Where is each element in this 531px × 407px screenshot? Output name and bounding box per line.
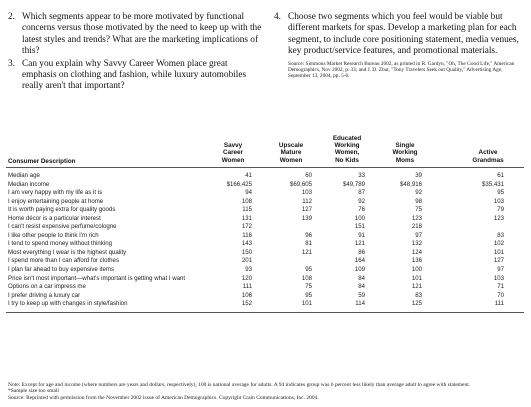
table-cell: 100 — [411, 266, 422, 274]
question-number: 2. — [8, 12, 15, 22]
table-cell: 97 — [497, 266, 504, 274]
question-number: 4. — [274, 12, 281, 22]
table-row — [8, 275, 524, 284]
table-cell: 103 — [493, 274, 504, 282]
table-cell: 111 — [494, 300, 504, 308]
table-row — [8, 249, 524, 258]
table-cell: 91 — [358, 231, 365, 239]
table-row — [8, 292, 524, 301]
question-number: 3. — [8, 58, 15, 69]
row-label: Home décor is a particular interest — [8, 214, 101, 222]
questions-left — [8, 12, 262, 94]
column-header: Active Grandmas — [472, 149, 504, 164]
table-cell: 114 — [355, 300, 365, 308]
table-cell: 139 — [301, 214, 312, 222]
question-list-right — [274, 12, 524, 58]
table-row — [8, 172, 524, 181]
table-cell: 95 — [305, 266, 312, 274]
question-text: Can you explain why Savvy Career Women place great emphasis on clothing and fashion, while luxury automobiles really aren't that important? — [22, 58, 247, 92]
row-label: I try to keep up with changes in style/fashion — [8, 300, 128, 308]
table-cell: 151 — [354, 223, 365, 231]
row-label: I like other people to think I'm rich — [8, 231, 99, 239]
table-cell: 84 — [358, 274, 365, 282]
table-cell: 201 — [241, 257, 252, 265]
table-cell: $35,431 — [481, 180, 504, 188]
table-cell: $49,789 — [342, 180, 365, 188]
row-label: I am very happy with my life as it is — [8, 189, 103, 197]
data-table-body — [8, 172, 524, 309]
table-row — [8, 223, 524, 232]
table-cell: 125 — [411, 300, 422, 308]
table-row — [8, 257, 524, 266]
table-cell: 101 — [493, 248, 504, 256]
table-cell: 143 — [241, 240, 252, 248]
table-cell: 95 — [497, 189, 504, 197]
table-cell: 70 — [497, 291, 504, 299]
table-cell: 101 — [301, 300, 312, 308]
table-cell: 132 — [411, 240, 422, 248]
note-line: Source: Reprinted with permission from the November 2002 issue of American Demographics. Copyright Crain Communications, Inc. 2004. — [8, 394, 319, 401]
consumer-description-header: Consumer Description — [8, 158, 76, 165]
table-cell: 96 — [305, 231, 312, 239]
table-cell: 150 — [241, 248, 252, 256]
table-cell: 94 — [245, 189, 252, 197]
table-row — [8, 266, 524, 275]
table-cell: 102 — [493, 240, 504, 248]
row-label: Median age — [8, 172, 40, 179]
table-row — [8, 232, 524, 241]
column-header: Savvy Career Women — [221, 142, 245, 164]
table-row — [8, 283, 524, 292]
table-cell: 79 — [497, 206, 504, 214]
table-cell: $48,916 — [399, 180, 422, 188]
table-row — [8, 215, 524, 224]
table-cell: 101 — [411, 274, 422, 282]
footer-rule — [6, 312, 524, 313]
row-label: Median income — [8, 180, 50, 188]
note-line: Note: Except for age and income (where numbers are years and dollars, respectively), 100 is national average for adults. A 94 indicates group was 6 percent less likely than average adult to agree with statement. — [8, 382, 471, 388]
table-cell: 76 — [358, 206, 365, 214]
table-cell: 71 — [497, 283, 504, 291]
table-cell: 92 — [415, 189, 422, 197]
table-cell: 81 — [305, 240, 312, 248]
table-cell: 75 — [415, 206, 422, 214]
table-cell: 123 — [411, 214, 422, 222]
table-cell: 136 — [411, 257, 422, 265]
table-cell: 41 — [245, 172, 252, 179]
column-header: Educated Working Women, No Kids — [332, 134, 362, 164]
table-cell: 120 — [241, 274, 252, 282]
table-cell: 127 — [301, 206, 312, 214]
table-cell: 111 — [242, 283, 252, 291]
table-row — [8, 189, 524, 198]
table-cell: 172 — [241, 223, 252, 231]
table-cell: 103 — [493, 197, 504, 205]
table-row — [8, 300, 524, 309]
table-cell: 86 — [358, 248, 365, 256]
table-cell: 108 — [301, 274, 312, 282]
table-notes — [8, 382, 524, 401]
table-cell: 83 — [415, 291, 422, 299]
table-cell: 103 — [301, 189, 312, 197]
table-cell: 100 — [354, 214, 365, 222]
table-row — [8, 240, 524, 249]
table-cell: 61 — [497, 172, 504, 179]
table-row — [8, 206, 524, 215]
table-row — [8, 198, 524, 207]
table-cell: 121 — [411, 283, 422, 291]
row-label: Price isn't most important—what's important is getting what I want — [8, 274, 186, 282]
table-cell: $69,605 — [289, 180, 312, 188]
table-cell: 75 — [305, 283, 312, 291]
table-cell: 164 — [354, 257, 365, 265]
table-cell: 97 — [415, 231, 422, 239]
table-cell: 98 — [415, 197, 422, 205]
table-row — [8, 181, 524, 190]
row-label: I enjoy entertaining people at home — [8, 197, 104, 205]
column-header: Single Working Moms — [392, 142, 418, 164]
table-cell: 59 — [358, 291, 365, 299]
table-cell: $166,425 — [226, 180, 252, 188]
table-cell: 95 — [305, 291, 312, 299]
table-cell: 112 — [302, 197, 312, 205]
table-cell: 127 — [493, 257, 504, 265]
question-text: Which segments appear to be more motivated by functional concerns versus those motivated by the need to keep up with the latest styles and trends? What are the marketing implications of this? — [22, 12, 262, 57]
table-cell: 93 — [245, 266, 252, 274]
table-cell: 83 — [497, 231, 504, 239]
table-cell: 218 — [411, 223, 422, 231]
row-label: It is worth paying extra for quality goods — [8, 206, 116, 214]
table-cell: 33 — [358, 172, 365, 179]
note-line: *Sample size too small — [8, 388, 59, 395]
header-rule — [6, 167, 524, 168]
row-label: I prefer driving a luxury car — [8, 291, 81, 299]
question-item — [8, 59, 262, 93]
table-cell: 87 — [358, 189, 365, 197]
row-label: I tend to spend money without thinking — [8, 240, 112, 248]
source-note: Source: Simmons Market Research Bureau 2002, as printed in R. Gardyn, "Oh, The Good Life," American Demographics, Nov 2002, p. 33; and J. D. Zbar, "Tony Travelers Seek out Quality," Advertising Age, September 13, 2004, pp. 5-6. — [288, 60, 515, 80]
table-cell: 115 — [242, 206, 252, 214]
table-cell: 131 — [241, 214, 252, 222]
row-label: I spend more than I can afford for clothes — [8, 257, 119, 265]
column-header: Upscale Mature Women — [278, 142, 304, 164]
question-text: Choose two segments which you feel would be viable but different markets for spas. Develop a marketing plan for each segment, to include core positioning statement, media venues, key product/service features, and promotional materials. — [288, 12, 519, 57]
table-cell: 92 — [358, 197, 365, 205]
question-item — [8, 12, 262, 58]
table-cell: 106 — [241, 291, 252, 299]
table-cell: 39 — [415, 172, 422, 179]
row-label: I can't resist expensive perfume/cologne — [8, 223, 117, 231]
table-cell: 60 — [305, 172, 312, 179]
row-label: Options on a car impress me — [8, 283, 86, 291]
table-cell: 123 — [493, 214, 504, 222]
table-cell: 84 — [358, 283, 365, 291]
questions-right — [274, 12, 524, 80]
table-cell: 109 — [354, 266, 365, 274]
table-cell: 152 — [241, 300, 252, 308]
row-label: I plan far ahead to buy expensive items — [8, 266, 115, 274]
table-cell: 108 — [241, 197, 252, 205]
table-cell: 121 — [301, 248, 312, 256]
table-cell: 124 — [411, 248, 422, 256]
table-cell: 121 — [354, 240, 365, 248]
question-item — [274, 12, 524, 58]
table-cell: 116 — [242, 231, 252, 239]
row-label: Most everything I wear is the highest quality — [8, 248, 127, 256]
